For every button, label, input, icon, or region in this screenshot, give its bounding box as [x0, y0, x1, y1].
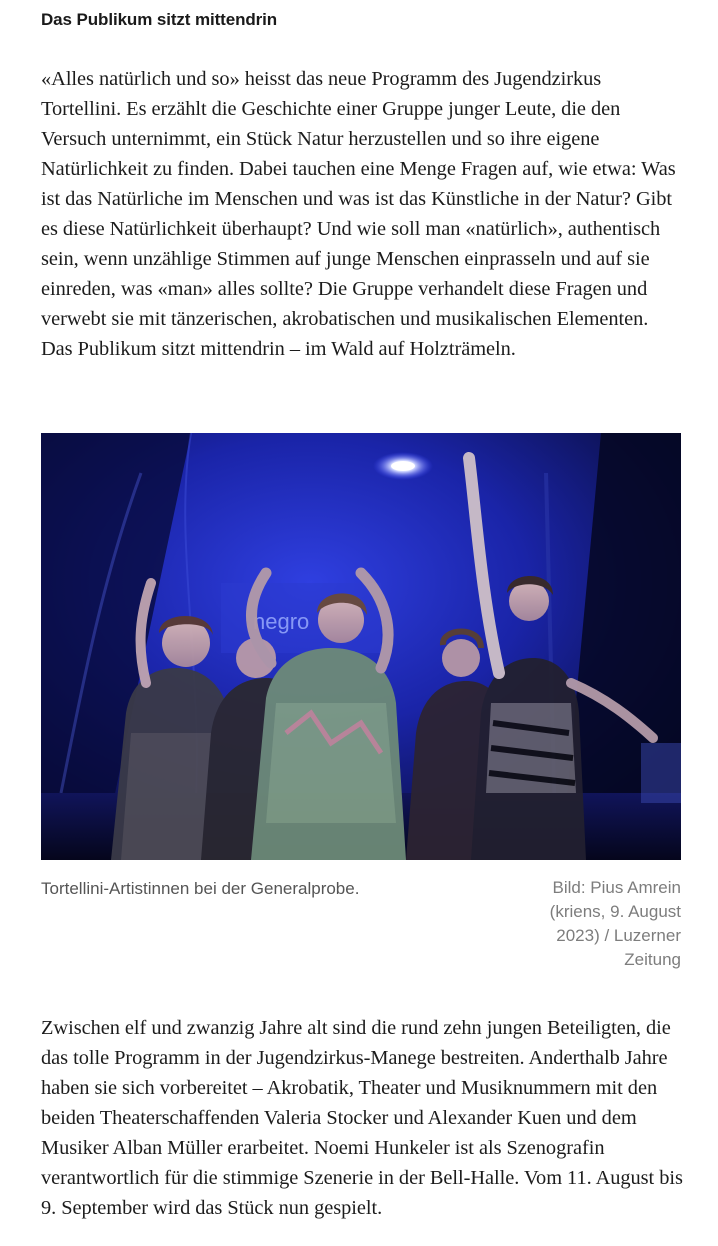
article-body	[41, 0, 681, 364]
article-body-continued	[41, 1013, 686, 1223]
stage-photo-illustration	[41, 433, 681, 860]
article-photo[interactable]	[41, 433, 681, 860]
article-paragraph-1: «Alles natürlich und so» heisst das neue Programm des Jugendzirkus Tortellini. Es erzählt die Geschichte einer Gruppe junger Leute, die den Versuch unternimmt, ein Stück Natur herzustellen und so ihre eigene Natürlichkeit zu finden. Dabei tauchen eine Menge Fragen auf, wie etwa: Was ist das Natürliche im Menschen und was ist das Künstliche in der Natur? Gibt es diese Natürlichkeit überhaupt? Und wie soll man «natürlich», authentisch sein, wenn unzählige Stimmen auf junge Menschen einprasseln und auf sie einreden, was «man» alles sollte? Die Gruppe verhandelt diese Fragen und verwebt sie mit tänzerischen, akrobatischen und musikalischen Elementen. Das Publikum sitzt mittendrin – im Wald auf Holzträmeln.	[41, 68, 676, 360]
photo-caption: Tortellini-Artistinnen bei der Generalprobe.	[41, 879, 360, 898]
photo-credit: Bild: Pius Amrein (kriens, 9. August 2023) / Luzerner Zeitung	[549, 878, 681, 969]
backdrop-sign-text: negro	[253, 609, 310, 634]
section-subheading: Das Publikum sitzt mittendrin	[41, 10, 278, 29]
article-paragraph-2: Zwischen elf und zwanzig Jahre alt sind die rund zehn jungen Beteiligten, die das tolle Programm in der Jugendzirkus-Manege bestreiten. Anderthalb Jahre haben sie sich vorbereitet – Akrobatik, Theater und Musiknummern mit den beiden Theaterschaffenden Valeria Stocker und Alexander Kuen und dem Musiker Alban Müller erarbeitet. Noemi Hunkeler ist als Szenografin verantwortlich für die stimmige Szenerie in der Bell-Halle. Vom 11. August bis 9. September wird das Stück nun gespielt.	[41, 1017, 683, 1219]
photo-caption-row	[41, 876, 681, 972]
